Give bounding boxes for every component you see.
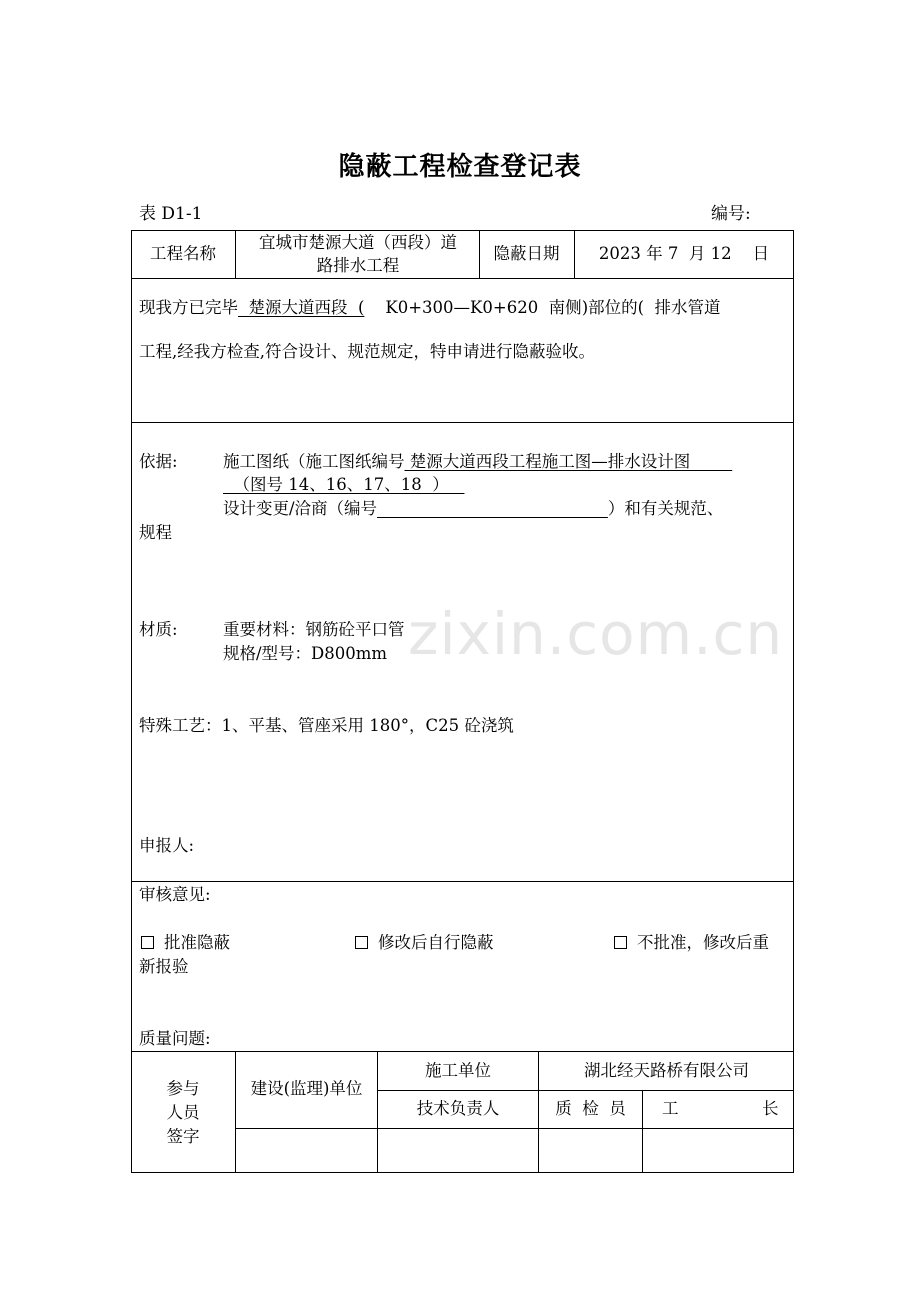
inspector-label: 质 检 员 xyxy=(555,1099,626,1118)
divider xyxy=(235,1128,794,1129)
contractor-name: 湖北经天路桥有限公司 xyxy=(584,1061,749,1080)
watermark: zixin.com.cn xyxy=(408,600,784,668)
statement-section: 楚源大道西段 xyxy=(238,298,358,317)
statement-suffix: )部位的( 排水管道 xyxy=(581,298,721,317)
divider xyxy=(642,1090,643,1173)
basis-tail: 规程 xyxy=(139,523,172,542)
statement-line2: 工程,经我方检查,符合设计、规范规定，特申请进行隐蔽验收。 xyxy=(139,342,595,361)
form-code: 表 D1-1 xyxy=(139,204,203,224)
contractor-label: 施工单位 xyxy=(425,1061,491,1080)
material-label: 材质: xyxy=(139,620,178,639)
page-title: 隐蔽工程检查登记表 xyxy=(338,152,582,182)
material-main-label: 重要材料 xyxy=(223,620,289,639)
option-revise-self-label: 修改后自行隐蔽 xyxy=(378,933,494,952)
divider xyxy=(235,1051,236,1173)
special-process: 特殊工艺：1、平基、管座采用 180°，C25 砼浇筑 xyxy=(139,716,514,735)
change-suffix: ）和有关规范、 xyxy=(607,499,724,518)
foreman-label-2: 长 xyxy=(762,1099,779,1118)
checkbox-icon[interactable] xyxy=(141,936,154,949)
option-approve[interactable] xyxy=(141,932,230,954)
date-value: 2023 年 7 月 12 日 xyxy=(598,244,770,263)
material-main-value: ：钢筋砼平口管 xyxy=(289,620,405,639)
material-spec: 规格/型号：D800mm xyxy=(223,644,388,663)
statement-paren: ( xyxy=(357,298,365,317)
basis-drawing xyxy=(223,451,732,473)
participants-label-1: 参与 xyxy=(166,1079,200,1098)
project-name-label: 工程名称 xyxy=(150,244,216,263)
divider xyxy=(574,230,575,278)
change-prefix: 设计变更/洽商（编号 xyxy=(223,499,378,518)
statement-prefix: 现我方已完毕 xyxy=(139,298,238,317)
drawing-numbers: （图号 14、16、17、18 ） xyxy=(223,475,465,494)
statement-line1 xyxy=(139,297,721,319)
basis-change xyxy=(223,498,723,520)
drawing-prefix: 施工图纸（施工图纸编号 xyxy=(223,452,405,471)
project-name-value-line1: 宜城市楚源大道（西段）道 xyxy=(259,233,457,252)
divider xyxy=(131,278,794,279)
option-reject-tail: 新报验 xyxy=(139,957,189,976)
divider xyxy=(131,1051,794,1052)
checkbox-icon[interactable] xyxy=(614,936,627,949)
divider xyxy=(131,422,794,423)
quality-issues-label: 质量问题: xyxy=(139,1029,211,1048)
supervisor-label: 建设(监理)单位 xyxy=(250,1079,363,1098)
material-main xyxy=(223,619,405,641)
drawing-number: 楚源大道西段工程施工图—排水设计图 xyxy=(404,452,733,471)
change-number xyxy=(377,499,608,518)
option-approve-label: 批准隐蔽 xyxy=(164,933,230,952)
basis-label: 依据: xyxy=(139,452,178,471)
applicant-label: 申报人: xyxy=(139,836,195,855)
foreman-label-1: 工 xyxy=(662,1099,679,1118)
number-label: 编号: xyxy=(711,204,751,224)
divider xyxy=(479,230,480,278)
divider xyxy=(377,1090,794,1091)
participants-label-3: 签字 xyxy=(166,1127,200,1146)
date-label: 隐蔽日期 xyxy=(493,244,560,263)
option-reject[interactable] xyxy=(614,932,769,954)
form-table xyxy=(131,230,794,1173)
tech-lead-label: 技术负责人 xyxy=(416,1099,500,1118)
divider xyxy=(235,230,236,278)
participants-label-2: 人员 xyxy=(166,1103,200,1122)
divider xyxy=(131,881,794,882)
project-name-value-line2: 路排水工程 xyxy=(316,256,400,275)
option-revise-self[interactable] xyxy=(355,932,494,954)
option-reject-label: 不批准，修改后重 xyxy=(637,933,769,952)
statement-range: K0+300—K0+620 南侧 xyxy=(364,298,582,317)
review-label: 审核意见: xyxy=(139,885,211,904)
checkbox-icon[interactable] xyxy=(355,936,368,949)
